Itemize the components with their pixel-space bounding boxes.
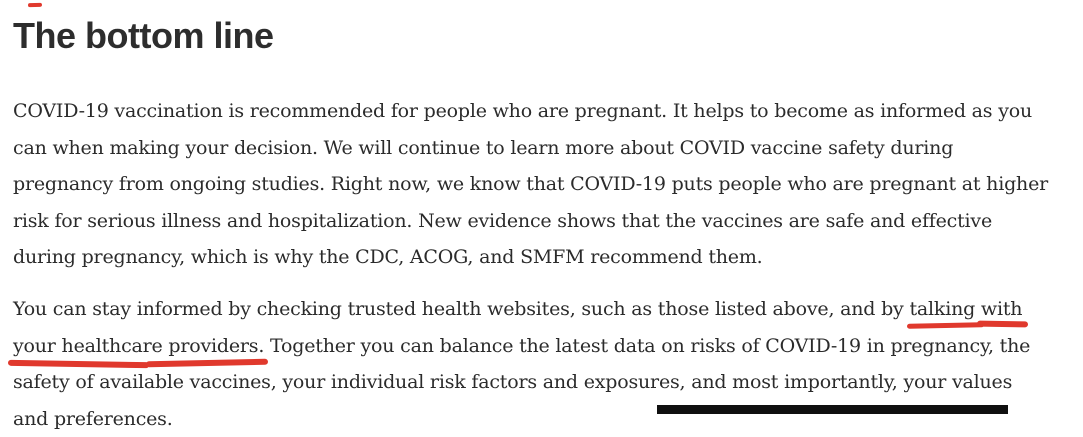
paragraph-1-line-3: pregnancy from ongoing studies. Right now, we know that COVID-19 puts people who are pregnant at higher	[13, 166, 1048, 203]
underlined-phrase-talking-with: talking with	[909, 298, 1022, 320]
paragraph-1-line-2: can when making your decision. We will continue to learn more about COVID vaccine safety during	[13, 130, 1048, 167]
cropped-dark-bar	[657, 405, 1008, 414]
paragraph-2-line-4: and preferences.	[13, 401, 1030, 437]
paragraph-2-line-3: safety of available vaccines, your individual risk factors and exposures, and most importantly, your values	[13, 364, 1030, 401]
paragraph-1-line-5: during pregnancy, which is why the CDC, ACOG, and SMFM recommend them.	[13, 239, 1048, 276]
paragraph-1	[13, 93, 1048, 276]
paragraph-1-line-1: COVID-19 vaccination is recommended for people who are pregnant. It helps to become as informed as you	[13, 93, 1048, 130]
red-tick-annotation	[28, 3, 42, 7]
paragraph-2-line-2	[13, 328, 1030, 365]
paragraph-2	[13, 291, 1030, 437]
paragraph-2-line-1-text: You can stay informed by checking trusted health websites, such as those listed above, and by	[13, 298, 909, 320]
paragraph-2-line-2-text: Together you can balance the latest data on risks of COVID-19 in pregnancy, the	[264, 335, 1030, 357]
paragraph-2-line-1	[13, 291, 1030, 328]
paragraph-1-line-4: risk for serious illness and hospitalization. New evidence shows that the vaccines are safe and effective	[13, 203, 1048, 240]
section-heading: The bottom line	[13, 17, 273, 55]
underlined-phrase-healthcare-providers: your healthcare providers.	[13, 335, 264, 357]
